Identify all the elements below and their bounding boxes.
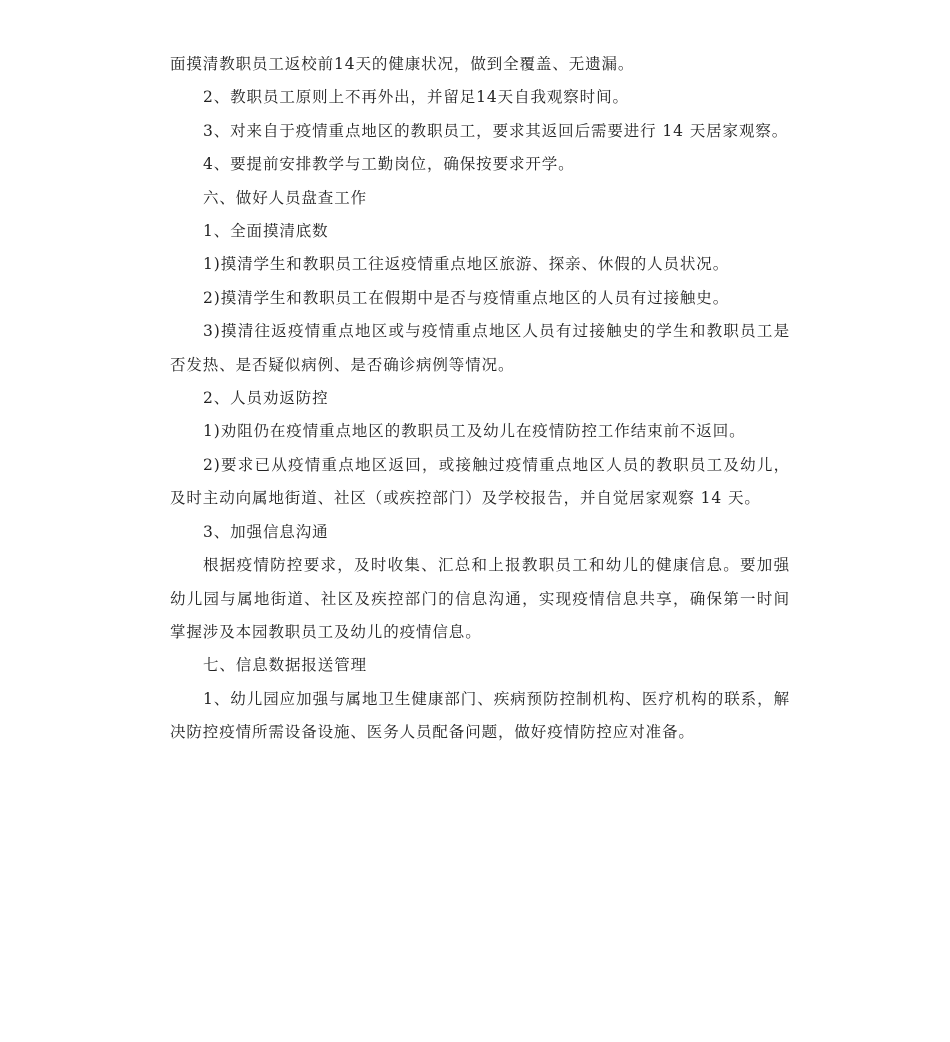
paragraph: 4、要提前安排教学与工勤岗位，确保按要求开学。 (203, 155, 575, 174)
paragraph: 2)要求已从疫情重点地区返回，或接触过疫情重点地区人员的教职员工及幼儿，及时主动向属地街道、社区（或疾控部门）及学校报告，并自觉居家观察 14 天。 (170, 455, 790, 508)
subsection-heading: 2、人员劝返防控 (203, 389, 329, 408)
section-heading: 六、做好人员盘查工作 (203, 188, 368, 207)
paragraph: 1、幼儿园应加强与属地卫生健康部门、疾病预防控制机构、医疗机构的联系，解决防控疫情所需设备设施、医务人员配备问题，做好疫情防控应对准备。 (170, 689, 790, 742)
paragraph: 1)劝阻仍在疫情重点地区的教职员工及幼儿在疫情防控工作结束前不返回。 (203, 422, 746, 441)
section-heading: 七、信息数据报送管理 (203, 656, 368, 675)
paragraph: 2)摸清学生和教职员工在假期中是否与疫情重点地区的人员有过接触史。 (203, 288, 730, 307)
paragraph: 面摸清教职员工返校前14天的健康状况，做到全覆盖、无遗漏。 (170, 55, 635, 73)
subsection-heading: 3、加强信息沟通 (203, 522, 329, 541)
subsection-heading: 1、全面摸清底数 (203, 222, 329, 241)
paragraph: 3、对来自于疫情重点地区的教职员工，要求其返回后需要进行 14 天居家观察。 (203, 121, 789, 140)
paragraph: 根据疫情防控要求，及时收集、汇总和上报教职员工和幼儿的健康信息。要加强幼儿园与属地街道、社区及疾控部门的信息沟通，实现疫情信息共享，确保第一时间掌握涉及本园教职员工及幼儿的疫情信息。 (170, 556, 790, 641)
paragraph: 2、教职员工原则上不再外出，并留足14天自我观察时间。 (203, 88, 629, 107)
paragraph: 3)摸清往返疫情重点地区或与疫情重点地区人员有过接触史的学生和教职员工是否发热、是否疑似病例、是否确诊病例等情况。 (170, 322, 790, 374)
paragraph: 1)摸清学生和教职员工往返疫情重点地区旅游、探亲、休假的人员状况。 (203, 255, 730, 274)
document-body (170, 48, 790, 750)
